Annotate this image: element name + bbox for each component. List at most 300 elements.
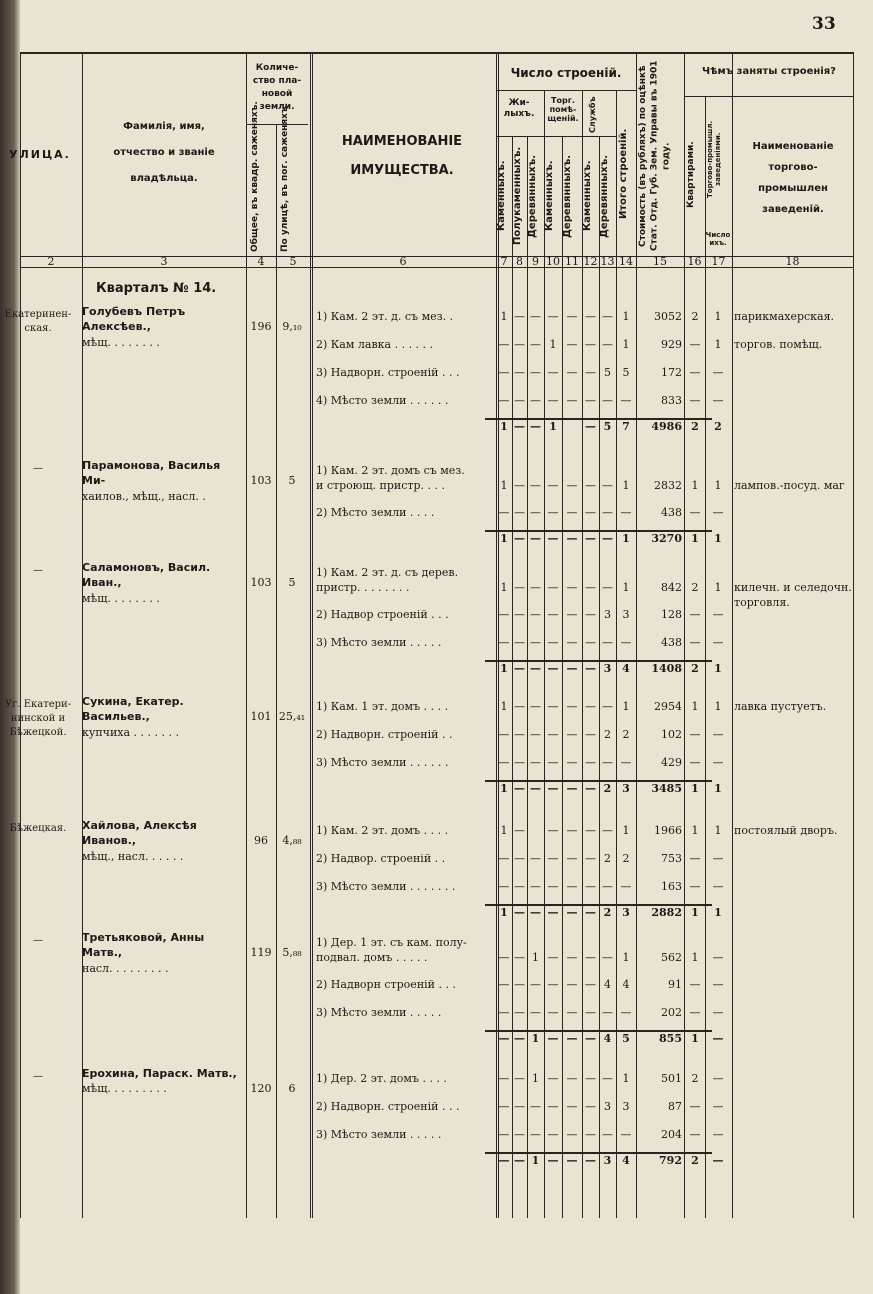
total-buildings: 2: [622, 852, 630, 865]
building-count: —: [514, 366, 525, 379]
building-count: 1: [500, 581, 508, 594]
building-count: —: [585, 366, 596, 379]
building-count: —: [547, 700, 559, 713]
building-count: —: [547, 880, 559, 893]
column-number: 15: [653, 255, 667, 268]
trade-count: —: [712, 506, 724, 519]
apartments-count: 2: [691, 310, 699, 323]
subtotal-count: —: [530, 532, 541, 545]
subtotal-count: —: [585, 782, 596, 795]
header-land-street: По улицѣ, въ пог. саженяхъ.: [280, 102, 290, 252]
column-number: 9: [532, 255, 539, 268]
subtotal-count: —: [585, 420, 596, 433]
establishment-name: парикмахерская.: [734, 310, 835, 323]
subtotal-count: —: [530, 906, 541, 919]
building-count: 5: [604, 366, 611, 379]
subtotal-trade: 1: [714, 906, 722, 919]
header-service: Службъ: [588, 96, 597, 134]
frontage: 25,₄₁: [278, 710, 306, 723]
building-count: —: [602, 581, 613, 594]
building-count: —: [602, 1072, 613, 1085]
property-item: 3) Мѣсто земли . . . . . .: [316, 756, 449, 769]
building-count: —: [530, 366, 541, 379]
apartments-count: —: [689, 1100, 701, 1113]
building-count: —: [585, 394, 596, 407]
header-top-rule: [20, 52, 853, 54]
establishment-name: лампов.-посуд. маг: [734, 479, 845, 492]
trade-count: 1: [714, 338, 722, 351]
property-item: 3) Мѣсто земли . . . . . . .: [316, 880, 456, 893]
subtotal-count: 1: [531, 1032, 540, 1045]
column-number: 3: [160, 255, 168, 268]
building-count: —: [566, 978, 578, 991]
land-area: 101: [250, 710, 272, 723]
building-count: —: [498, 636, 510, 649]
trade-count: 1: [714, 310, 722, 323]
building-count: —: [530, 636, 541, 649]
building-count: —: [585, 978, 596, 991]
column-rule: [582, 90, 583, 1218]
valuation: 2832: [654, 479, 682, 492]
subtotal-buildings: 4: [622, 662, 630, 675]
property-item: 1) Дер. 1 эт. съ кам. полу- подвал. домъ . . . . .: [316, 936, 467, 964]
apartments-count: —: [689, 728, 701, 741]
building-count: —: [547, 1072, 559, 1085]
subtotal-count: —: [566, 662, 578, 675]
property-item: 2) Мѣсто земли . . . .: [316, 506, 435, 519]
subtotal-count: —: [547, 532, 559, 545]
building-count: —: [602, 824, 613, 837]
trade-count: —: [712, 636, 724, 649]
subtotal-value: 3270: [651, 532, 682, 545]
total-buildings: 1: [622, 951, 630, 964]
building-count: —: [602, 700, 613, 713]
subtotal-buildings: 3: [622, 782, 630, 795]
property-item: 3) Мѣсто земли . . . . .: [316, 636, 442, 649]
building-count: —: [514, 1128, 525, 1141]
trade-count: —: [712, 728, 724, 741]
building-count: —: [514, 608, 525, 621]
building-count: —: [585, 479, 596, 492]
subtotal-count: —: [530, 420, 541, 433]
apartments-count: —: [689, 608, 701, 621]
land-area: 119: [250, 946, 272, 959]
header-semistone-1: Полукаменныхъ.: [512, 146, 523, 246]
building-count: —: [514, 506, 525, 519]
total-buildings: 2: [622, 728, 630, 741]
valuation: 1966: [654, 824, 682, 837]
header-wooden-1: Деревянныхъ.: [527, 154, 538, 238]
property-item: 1) Кам. 2 эт. домъ . . . .: [316, 824, 449, 837]
subtotal-value: 855: [659, 1032, 682, 1045]
building-count: —: [566, 310, 578, 323]
subtotal-count: —: [514, 906, 525, 919]
apartments-count: —: [689, 756, 701, 769]
building-count: —: [498, 394, 510, 407]
subtotal-apartments: 1: [691, 532, 699, 545]
subtotal-apartments: 2: [691, 420, 699, 433]
building-count: —: [566, 700, 578, 713]
building-count: 1: [500, 310, 508, 323]
building-count: —: [514, 1100, 525, 1113]
total-buildings: —: [620, 880, 632, 893]
header-owner: Фамилія, имя, отчество и званіе владѣльца.: [113, 121, 215, 184]
building-count: —: [530, 728, 541, 741]
building-count: —: [585, 728, 596, 741]
valuation: 102: [661, 728, 682, 741]
subtotal-count: —: [547, 662, 559, 675]
subtotal-count: 1: [500, 782, 508, 795]
total-buildings: 3: [622, 608, 630, 621]
valuation: 87: [668, 1100, 682, 1113]
building-count: —: [602, 1006, 613, 1019]
building-count: —: [498, 1072, 510, 1085]
total-buildings: 1: [622, 338, 630, 351]
building-count: —: [566, 852, 578, 865]
frontage: 4,₈₈: [282, 834, 302, 847]
trade-count: —: [712, 366, 724, 379]
property-item: 3) Мѣсто земли . . . . .: [316, 1006, 442, 1019]
subtotal-count: 4: [603, 1032, 612, 1045]
building-count: —: [498, 1006, 510, 1019]
column-number: 2: [47, 255, 55, 268]
subtotal-count: —: [585, 1032, 596, 1045]
property-item: 2) Надворн. строеній . .: [316, 728, 453, 741]
frontage: 9,₁₀: [282, 320, 302, 333]
building-count: —: [566, 581, 578, 594]
subtotal-buildings: 1: [622, 532, 630, 545]
valuation: 429: [661, 756, 682, 769]
building-count: —: [530, 479, 541, 492]
building-count: —: [602, 636, 613, 649]
building-count: —: [602, 951, 613, 964]
building-count: —: [514, 310, 525, 323]
building-count: —: [585, 824, 596, 837]
building-count: —: [566, 824, 578, 837]
header-buildings: Число строеній.: [510, 66, 622, 80]
column-number: 4: [257, 255, 265, 268]
total-buildings: —: [620, 1006, 632, 1019]
building-count: —: [547, 394, 559, 407]
trade-count: 1: [714, 479, 722, 492]
building-count: —: [547, 951, 559, 964]
building-count: —: [514, 852, 525, 865]
subtotal-count: —: [566, 782, 578, 795]
total-buildings: 1: [622, 310, 630, 323]
apartments-count: —: [689, 506, 701, 519]
building-count: 1: [532, 951, 539, 964]
subtotal-trade: —: [712, 1154, 724, 1167]
building-count: —: [547, 581, 559, 594]
column-number: 18: [785, 255, 800, 268]
subtotal-count: —: [514, 420, 525, 433]
total-buildings: 1: [622, 479, 630, 492]
trade-count: 1: [714, 700, 722, 713]
trade-count: —: [712, 1100, 724, 1113]
property-item: 2) Надвор строеній . . .: [316, 608, 449, 621]
column-rule: [276, 124, 277, 1218]
valuation: 438: [661, 506, 682, 519]
subtotal-apartments: 1: [691, 782, 699, 795]
building-count: —: [585, 310, 596, 323]
apartments-count: —: [689, 880, 701, 893]
building-count: —: [566, 1128, 578, 1141]
building-count: —: [602, 756, 613, 769]
building-count: —: [566, 394, 578, 407]
owner-name: Парамонова, Василья Ми- хаилов., мѣщ., насл. .: [82, 459, 221, 503]
header-trade-est: Торгово-промышл. заведеніями.: [706, 120, 722, 198]
valuation: 163: [661, 880, 682, 893]
building-count: —: [566, 506, 578, 519]
subtotal-count: 1: [500, 662, 508, 675]
building-count: —: [547, 506, 559, 519]
apartments-count: —: [689, 366, 701, 379]
valuation: 929: [661, 338, 682, 351]
building-count: —: [530, 1006, 541, 1019]
valuation: 202: [661, 1006, 682, 1019]
property-item: 4) Мѣсто земли . . . . . .: [316, 394, 449, 407]
apartments-count: —: [689, 978, 701, 991]
street-name: —: [33, 1071, 43, 1082]
apartments-count: —: [689, 1128, 701, 1141]
subtotal-count: —: [566, 532, 578, 545]
building-count: —: [602, 338, 613, 351]
valuation: 842: [661, 581, 682, 594]
column-number: 8: [516, 255, 523, 268]
header-total-buildings: Итого строеній.: [618, 128, 629, 220]
frontage: 6: [288, 1082, 296, 1095]
apartments-count: 1: [691, 479, 699, 492]
building-count: —: [514, 880, 525, 893]
subtotal-trade: —: [712, 1032, 724, 1045]
building-count: —: [585, 1100, 596, 1113]
building-count: —: [547, 728, 559, 741]
subtotal-trade: 1: [714, 532, 722, 545]
column-number: 14: [619, 255, 633, 268]
building-count: —: [498, 338, 510, 351]
subtotal-count: —: [530, 782, 541, 795]
street-name: Уг. Екатери- нинской и Бѣжецкой.: [4, 699, 72, 738]
building-count: —: [530, 506, 541, 519]
valuation: 3052: [654, 310, 682, 323]
property-item: 1) Кам. 2 эт. домъ съ мез. и строющ. пристр. . . .: [316, 464, 465, 492]
apartments-count: —: [689, 852, 701, 865]
building-count: —: [530, 581, 541, 594]
building-count: —: [602, 506, 613, 519]
building-count: —: [585, 852, 596, 865]
column-rule: [312, 52, 313, 1218]
valuation: 753: [661, 852, 682, 865]
building-count: 2: [604, 728, 611, 741]
header-value: Стоимость (въ рубляхъ) по оцѣнкѣ Стат. Отд. Губ. Зем. Управы въ 1901 году.: [638, 60, 672, 252]
subtotal-count: 2: [603, 782, 612, 795]
apartments-count: 2: [691, 1072, 699, 1085]
owner-name: Хайлова, Алексѣя Иванов., мѣщ., насл. . . . . .: [82, 819, 197, 863]
header-residential: Жи- лыхъ.: [503, 98, 535, 120]
building-count: —: [514, 756, 525, 769]
valuation: 204: [661, 1128, 682, 1141]
land-area: 103: [250, 474, 272, 487]
subtotal-count: —: [547, 906, 559, 919]
subtotal-value: 4986: [651, 420, 682, 433]
buildings-sub-rule-2: [496, 136, 616, 137]
building-count: —: [566, 366, 578, 379]
trade-count: 1: [714, 824, 722, 837]
column-rule: [82, 52, 83, 1218]
building-count: —: [514, 824, 525, 837]
building-count: —: [530, 310, 541, 323]
header-est-name: Наименованіе торгово-промышлен заведеній.: [752, 141, 834, 215]
building-count: —: [498, 1128, 510, 1141]
apartments-count: 1: [691, 824, 699, 837]
subtotal-count: —: [566, 1154, 578, 1167]
column-rule: [527, 136, 528, 1218]
building-count: —: [566, 1100, 578, 1113]
trade-count: —: [712, 756, 724, 769]
frontage: 5: [288, 474, 296, 487]
subtotal-count: —: [514, 532, 525, 545]
subtotal-count: —: [514, 782, 525, 795]
building-count: —: [602, 479, 613, 492]
building-count: —: [530, 1100, 541, 1113]
building-count: —: [566, 951, 578, 964]
column-rule: [732, 52, 733, 1218]
building-count: —: [514, 978, 525, 991]
subtotal-count: —: [585, 532, 596, 545]
building-count: —: [585, 1072, 596, 1085]
property-item: 2) Кам лавка . . . . . .: [316, 338, 434, 351]
occupied-sub-rule: [684, 96, 853, 97]
building-count: —: [530, 394, 541, 407]
building-count: —: [585, 700, 596, 713]
valuation: 172: [661, 366, 682, 379]
building-count: —: [547, 1100, 559, 1113]
building-count: —: [530, 880, 541, 893]
building-count: —: [498, 756, 510, 769]
establishment-name: лавка пустуетъ.: [734, 700, 827, 713]
subtotal-buildings: 3: [622, 906, 630, 919]
header-wooden-3: Деревянныхъ.: [599, 154, 610, 238]
apartments-count: 2: [691, 581, 699, 594]
column-number: 17: [711, 255, 726, 268]
page-number: 33: [812, 14, 836, 34]
building-count: —: [530, 852, 541, 865]
subtotal-value: 2882: [651, 906, 682, 919]
total-buildings: —: [620, 506, 632, 519]
total-buildings: 1: [622, 1072, 630, 1085]
subtotal-count: 5: [603, 420, 612, 433]
subtotal-buildings: 7: [622, 420, 630, 433]
subtotal-count: 3: [603, 662, 612, 675]
building-count: —: [585, 1128, 596, 1141]
street-name: —: [33, 565, 43, 576]
subtotal-count: 3: [603, 1154, 612, 1167]
frontage: 5,₈₈: [282, 946, 302, 959]
building-count: —: [498, 880, 510, 893]
building-count: —: [514, 700, 525, 713]
building-count: —: [602, 310, 613, 323]
building-count: —: [602, 1128, 613, 1141]
building-count: 3: [604, 1100, 611, 1113]
building-count: —: [514, 479, 525, 492]
total-buildings: —: [620, 636, 632, 649]
apartments-count: —: [689, 338, 701, 351]
property-item: 3) Мѣсто земли . . . . .: [316, 1128, 442, 1141]
building-count: —: [566, 728, 578, 741]
valuation: 91: [668, 978, 682, 991]
building-count: —: [585, 880, 596, 893]
column-number: 10: [546, 255, 560, 268]
building-count: —: [585, 506, 596, 519]
subtotal-value: 3485: [651, 782, 682, 795]
building-count: —: [547, 479, 559, 492]
building-count: —: [514, 636, 525, 649]
subtotal-trade: 1: [714, 662, 722, 675]
building-count: —: [530, 978, 541, 991]
column-rule: [599, 136, 600, 1218]
subtotal-count: 1: [500, 532, 508, 545]
building-count: —: [566, 756, 578, 769]
subtotal-count: —: [498, 1154, 510, 1167]
trade-count: —: [712, 978, 724, 991]
building-count: —: [498, 366, 510, 379]
trade-count: 1: [714, 581, 722, 594]
building-count: —: [566, 479, 578, 492]
owner-name: Саламоновъ, Васил. Иван., мѣщ. . . . . . . .: [82, 561, 211, 605]
building-count: —: [566, 1006, 578, 1019]
establishment-name: килечн. и селедочн. торговля.: [734, 581, 852, 609]
subtotal-trade: 2: [714, 420, 722, 433]
column-number: 7: [500, 255, 508, 268]
trade-count: —: [712, 1006, 724, 1019]
owner-name: Третьяковой, Анны Матв., насл. . . . . . . . .: [82, 931, 205, 975]
header-land-total: Общее, въ квадр. саженяхъ.: [250, 101, 260, 252]
header-occupied: Чѣмъ заняты строенія?: [702, 66, 836, 77]
subtotal-count: 1: [531, 1154, 540, 1167]
building-count: —: [514, 394, 525, 407]
property-item: 1) Кам. 1 эт. домъ . . . .: [316, 700, 449, 713]
building-count: —: [547, 608, 559, 621]
subtotal-count: —: [566, 906, 578, 919]
building-count: —: [585, 608, 596, 621]
valuation: 501: [661, 1072, 682, 1085]
subtotal-trade: 1: [714, 782, 722, 795]
column-rule: [544, 90, 545, 1218]
building-count: —: [547, 1128, 559, 1141]
trade-count: —: [712, 1072, 724, 1085]
building-count: —: [585, 636, 596, 649]
building-count: —: [514, 1006, 525, 1019]
column-number: 16: [687, 255, 702, 268]
subtotal-count: —: [585, 1154, 596, 1167]
street-name: Екатеринен- ская.: [4, 309, 72, 334]
valuation: 438: [661, 636, 682, 649]
trade-count: —: [712, 394, 724, 407]
valuation: 833: [661, 394, 682, 407]
property-item: 1) Кам. 2 эт. д. съ мез. .: [316, 310, 454, 323]
subtotal-count: —: [530, 662, 541, 675]
property-item: 1) Дер. 2 эт. домъ . . . .: [316, 1072, 447, 1085]
building-count: —: [585, 951, 596, 964]
building-count: —: [498, 728, 510, 741]
column-rule: [616, 90, 617, 1218]
total-buildings: 4: [622, 978, 630, 991]
building-count: —: [498, 1100, 510, 1113]
building-count: —: [602, 880, 613, 893]
building-count: —: [530, 700, 541, 713]
frontage: 5: [288, 576, 296, 589]
subtotal-count: —: [547, 782, 559, 795]
